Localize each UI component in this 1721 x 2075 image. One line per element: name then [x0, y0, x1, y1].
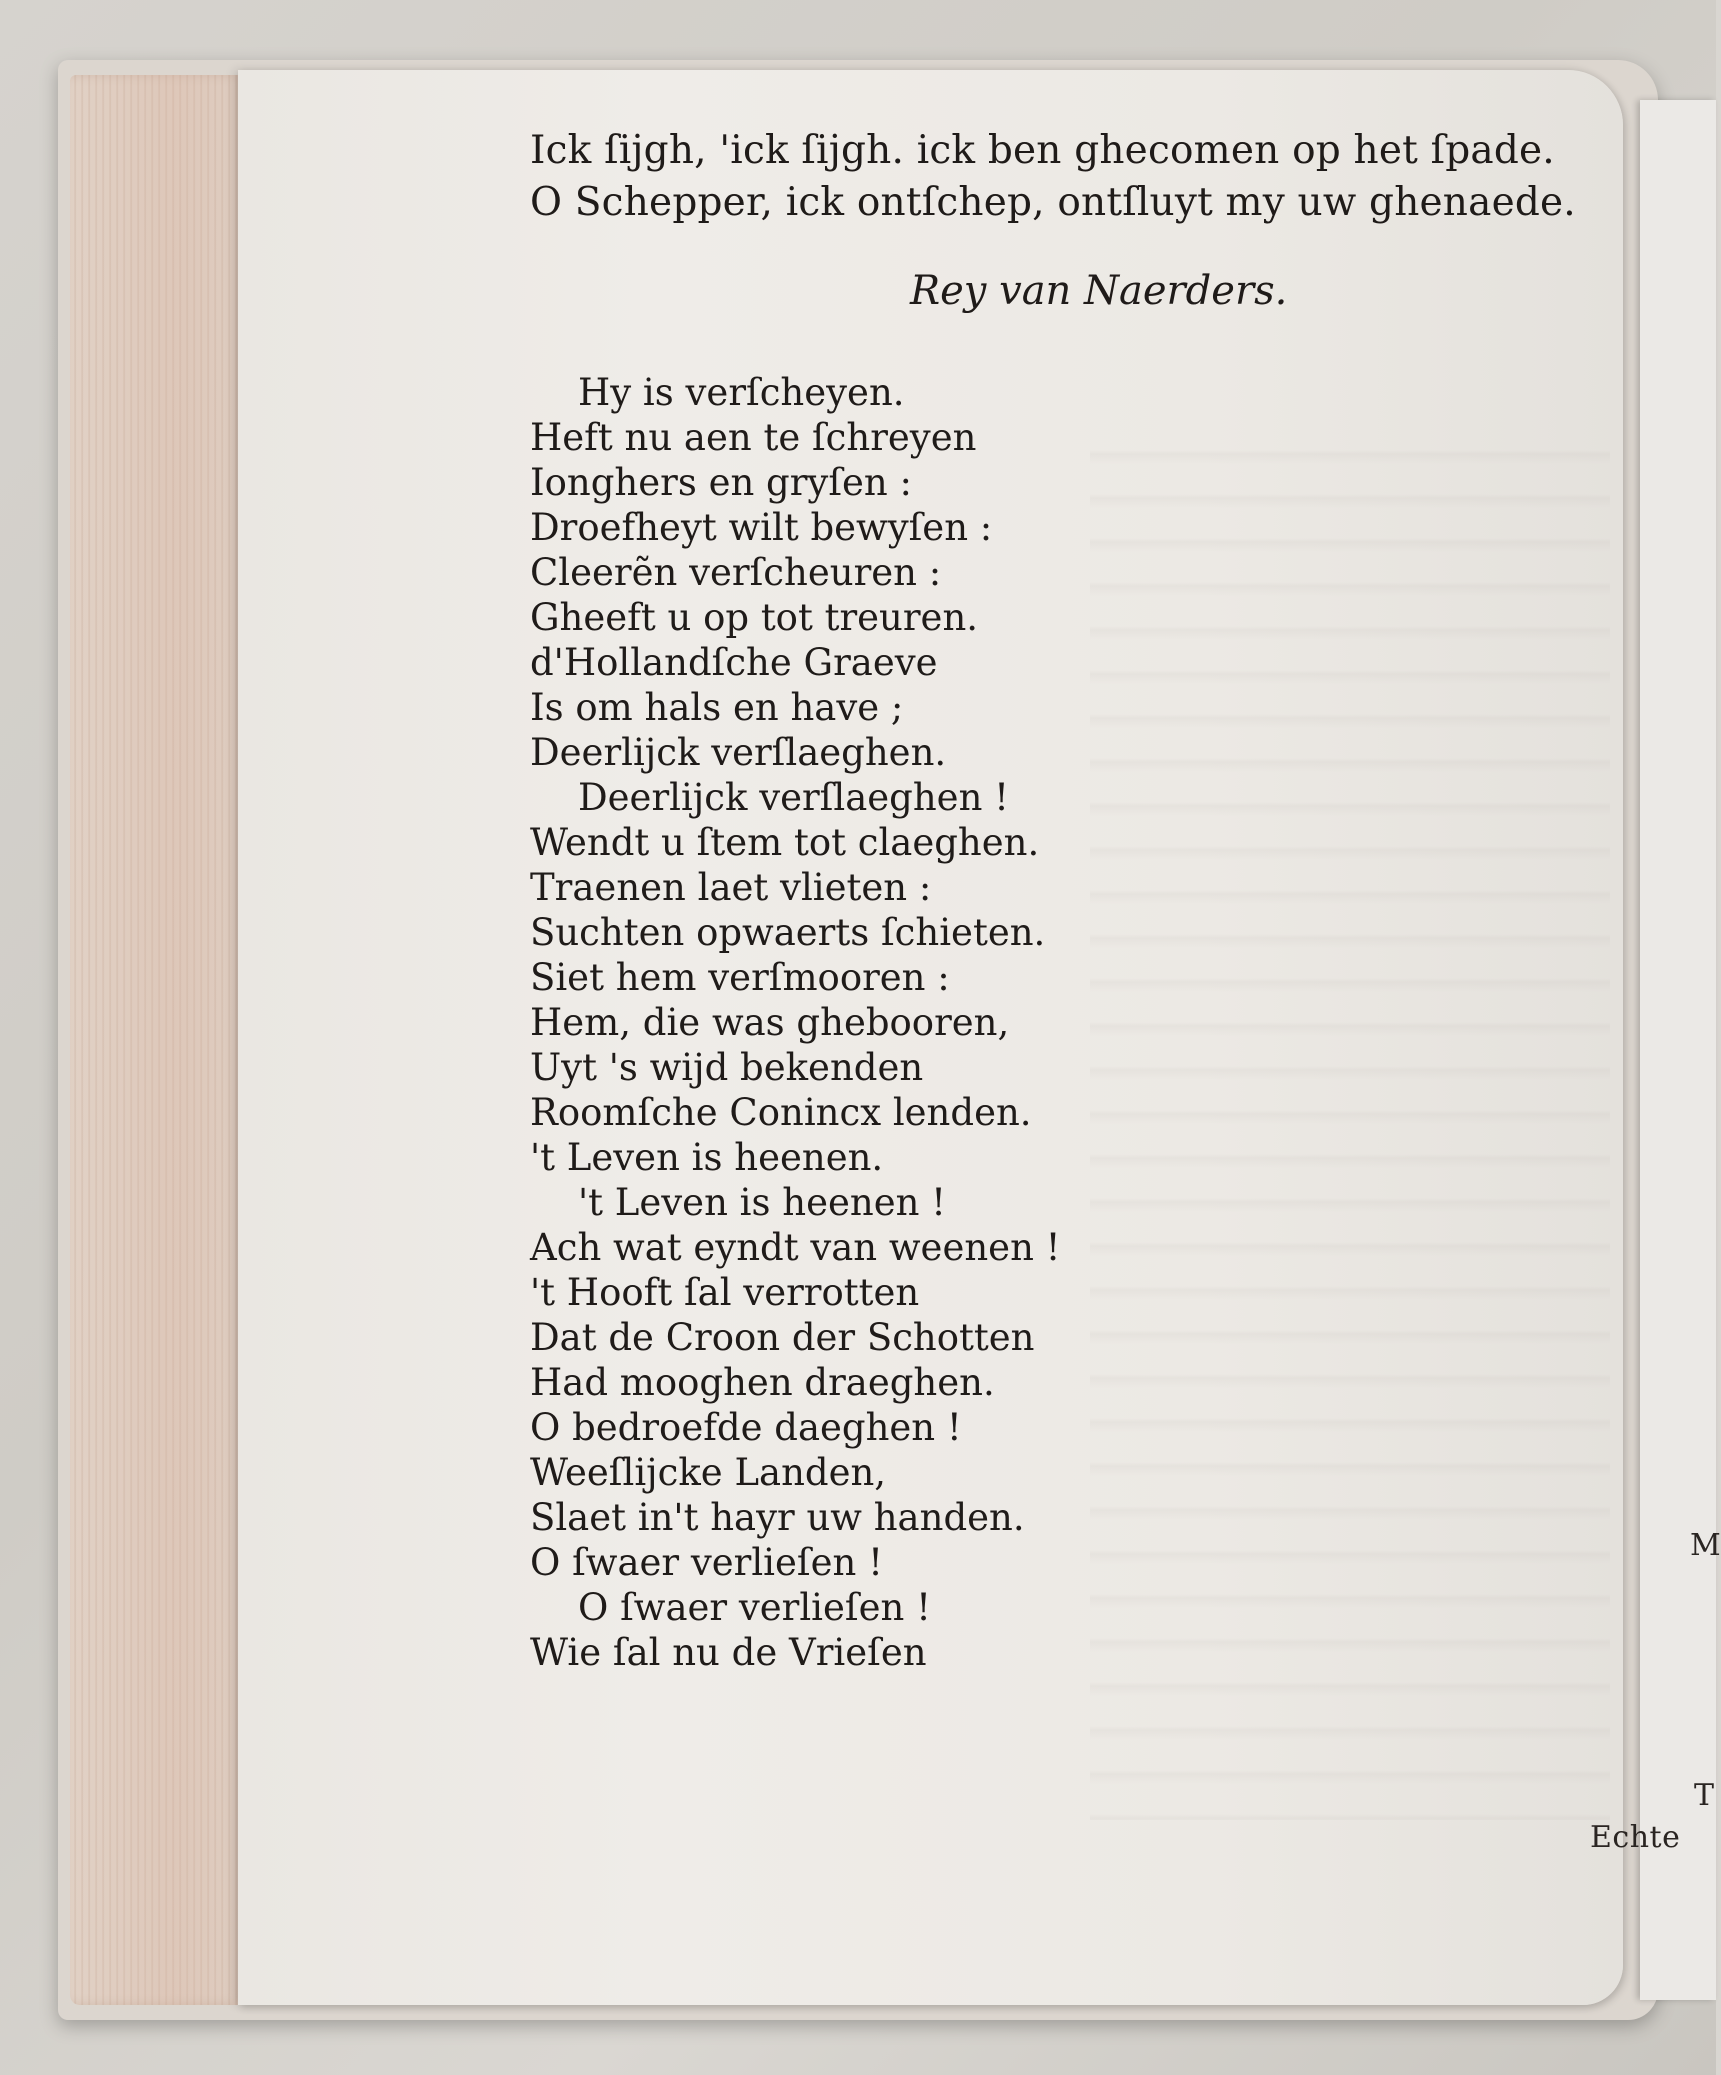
verse-line: Slaet in't hayr uw handen.: [530, 1496, 1025, 1539]
verse-line: Cleerẽn verſcheuren :: [530, 551, 942, 594]
verse-line: Ach wat eyndt van weenen !: [530, 1226, 1061, 1269]
top-line-1: Ick ſijgh, 'ick ſijgh. ick ben ghecomen op het ſpade.: [530, 128, 1555, 173]
verse-line: 't Leven is heenen !: [578, 1181, 947, 1224]
verse-line: Roomſche Conincx lenden.: [530, 1091, 1032, 1134]
verse-line: Is om hals en have ;: [530, 686, 904, 729]
verse-line: Heft nu aen te ſchreyen: [530, 416, 977, 459]
verse-line: Traenen laet vlieten :: [530, 866, 932, 909]
verse-line: Suchten opwaerts ſchieten.: [530, 911, 1046, 954]
verse-line: Wendt u ſtem tot claeghen.: [530, 821, 1040, 864]
verse-line: Weeſlijcke Landen,: [530, 1451, 887, 1494]
verse-line: Gheeft u op tot treuren.: [530, 596, 979, 639]
catchword: Echte: [1590, 1820, 1681, 1855]
verse-line: Hy is verſcheyen.: [578, 371, 905, 414]
verse-line: O bedroefde daeghen !: [530, 1406, 962, 1449]
top-line-2: O Schepper, ick ontſchep, ontſluyt my uw ghenaede.: [530, 180, 1576, 225]
verse-line: Deerlijck verſlaeghen.: [530, 731, 947, 774]
verse-line: O ſwaer verlieſen !: [530, 1541, 883, 1584]
verse-line: 't Leven is heenen.: [530, 1136, 884, 1179]
verse-line: Droefheyt wilt bewyſen :: [530, 506, 993, 549]
next-page-margin-mark: M: [1690, 1528, 1721, 1563]
verse-line: d'Hollandſche Graeve: [530, 641, 938, 684]
chorus-heading: Rey van Naerders.: [910, 268, 1288, 314]
verse-line: O ſwaer verlieſen !: [578, 1586, 931, 1629]
verse-line: 't Hooft ſal verrotten: [530, 1271, 920, 1314]
verse-line: Ionghers en gryſen :: [530, 461, 912, 504]
verse-line: Uyt 's wijd bekenden: [530, 1046, 924, 1089]
verse-line: Wie ſal nu de Vrieſen: [530, 1631, 927, 1674]
verse-list: [530, 370, 1430, 1675]
verse-line: Dat de Croon der Schotten: [530, 1316, 1035, 1359]
verse-line: Hem, die was ghebooren,: [530, 1001, 1010, 1044]
next-page-margin-mark: T: [1694, 1778, 1715, 1813]
verse-line: Deerlijck verſlaeghen !: [578, 776, 1010, 819]
verse-line: Siet hem verſmooren :: [530, 956, 950, 999]
verse-line: Had mooghen draeghen.: [530, 1361, 995, 1404]
